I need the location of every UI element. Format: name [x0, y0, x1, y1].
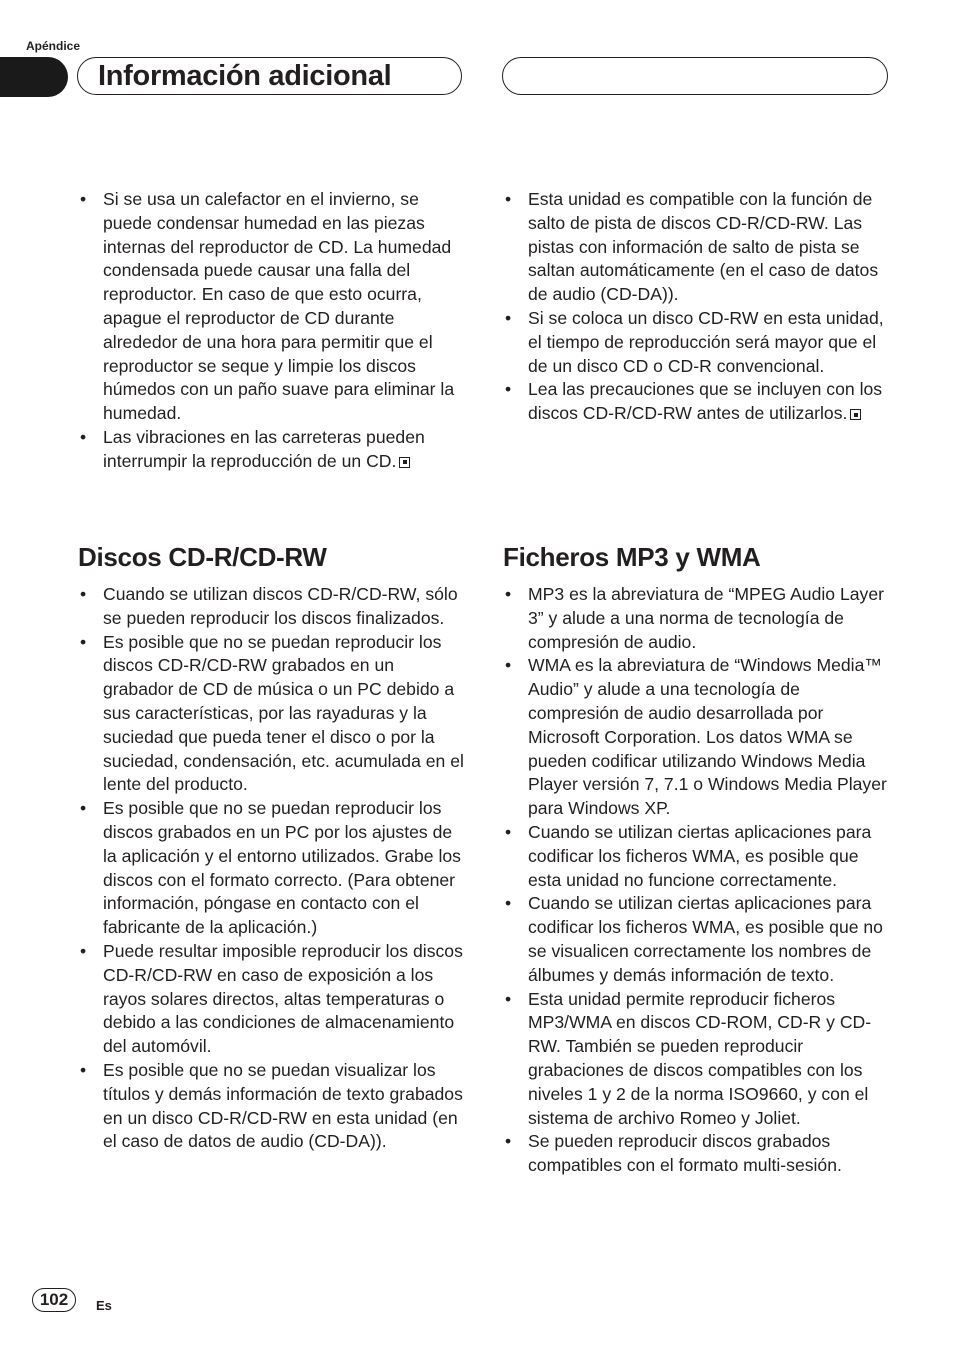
end-mark-icon — [850, 409, 861, 420]
list-item: • Esta unidad es compatible con la función de salto de pista de discos CD-R/CD-RW. Las pistas con información de salto de pista se saltan automáticamente (en el caso de datos de audio (CD-DA)). — [503, 188, 893, 307]
list-item: • Cuando se utilizan ciertas aplicaciones para codificar los ficheros WMA, es posible que no se visualicen correctamente los nombres de álbumes y demás información de texto. — [503, 892, 893, 987]
list-item: • Si se usa un calefactor en el invierno, se puede condensar humedad en las piezas internas del reproductor de CD. La humedad condensada puede causar una falla del reproductor. En caso de que esto ocurra, apague el reproductor de CD durante alrededor de una hora para permitir que el reproductor se seque y limpie los discos húmedos con un paño suave para eliminar la humedad. — [78, 188, 468, 426]
section-label: Apéndice — [26, 39, 81, 53]
title-pill — [77, 57, 462, 95]
list-item: • Cuando se utilizan ciertas aplicaciones para codificar los ficheros WMA, es posible que esta unidad no funcione correctamente. — [503, 821, 893, 892]
heading-mp3: Ficheros MP3 y WMA — [503, 542, 761, 572]
list-item: • Se pueden reproducir discos grabados compatibles con el formato multi-sesión. — [503, 1130, 893, 1178]
list-item: • Cuando se utilizan discos CD-R/CD-RW, sólo se pueden reproducir los discos finalizados. — [78, 583, 468, 631]
empty-pill — [502, 57, 888, 95]
list-item: • Es posible que no se puedan reproducir los discos grabados en un PC por los ajustes de la aplicación y el entorno utilizados. Grabe los discos con el formato correcto. (Para obtener información, póngase en contacto con el fabricante de la aplicación.) — [78, 797, 468, 940]
list-item: • Esta unidad permite reproducir ficheros MP3/WMA en discos CD-ROM, CD-R y CD-RW. También se pueden reproducir grabaciones de discos compatibles con los niveles 1 y 2 de la norma ISO9660, y con el sistema de archivo Romeo y Joliet. — [503, 988, 893, 1131]
black-tab — [0, 57, 68, 97]
language-label: Es — [96, 1298, 112, 1313]
list-item: • Es posible que no se puedan reproducir los discos CD-R/CD-RW grabados en un grabador de CD de música o un PC debido a sus características, por las rayaduras y la suciedad que pueda tener el disco o por la suciedad, condensación, etc. acumulada en el lente del producto. — [78, 631, 468, 798]
heading-cd: Discos CD-R/CD-RW — [78, 542, 327, 572]
column-right-top — [503, 188, 893, 426]
column-left-top — [78, 188, 468, 474]
end-mark-icon — [399, 457, 410, 468]
list-item: • Las vibraciones en las carreteras pueden interrumpir la reproducción de un CD. — [78, 426, 468, 474]
column-left-cd — [78, 583, 468, 1154]
list-item: • MP3 es la abreviatura de “MPEG Audio Layer 3” y alude a una norma de tecnología de compresión de audio. — [503, 583, 893, 654]
list-item: • WMA es la abreviatura de “Windows Media™ Audio” y alude a una tecnología de compresión de audio desarrollada por Microsoft Corporation. Los datos WMA se pueden codificar utilizando Windows Media Player versión 7, 7.1 o Windows Media Player para Windows XP. — [503, 654, 893, 821]
column-right-mp3 — [503, 583, 893, 1178]
list-item: • Es posible que no se puedan visualizar los títulos y demás información de texto grabados en un disco CD-R/CD-RW en esta unidad (en el caso de datos de audio (CD-DA)). — [78, 1059, 468, 1154]
list-item: • Puede resultar imposible reproducir los discos CD-R/CD-RW en caso de exposición a los rayos solares directos, altas temperaturas o debido a las condiciones de almacenamiento del automóvil. — [78, 940, 468, 1059]
page-number: 102 — [32, 1288, 76, 1312]
list-item: • Si se coloca un disco CD-RW en esta unidad, el tiempo de reproducción será mayor que el de un disco CD o CD-R convencional. — [503, 307, 893, 378]
list-item: • Lea las precauciones que se incluyen con los discos CD-R/CD-RW antes de utilizarlos. — [503, 378, 893, 426]
page-title: Información adicional — [98, 60, 392, 92]
